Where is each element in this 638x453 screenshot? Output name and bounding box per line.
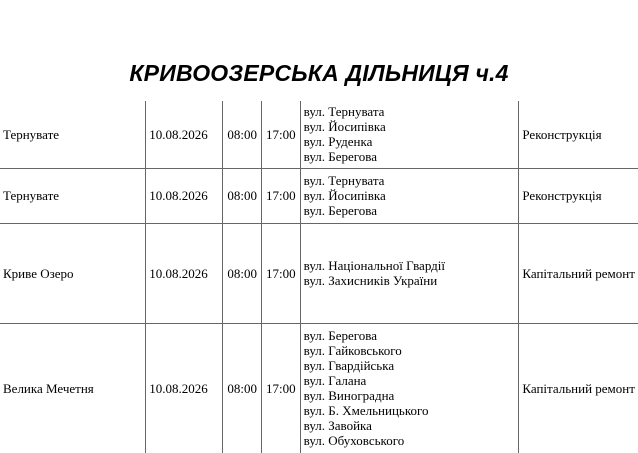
end-time-cell: 17:00 (262, 223, 301, 323)
date-cell: 10.08.2026 (146, 323, 223, 453)
end-time-cell: 17:00 (262, 101, 301, 168)
start-time-cell: 08:00 (223, 101, 262, 168)
street-item: вул. Б. Хмельницького (303, 403, 429, 419)
table-row (0, 101, 638, 168)
settlement-cell: Тернувате (0, 168, 146, 223)
start-time-cell: 08:00 (223, 323, 262, 453)
table-row (0, 223, 638, 323)
street-item: вул. Тернувата (303, 173, 385, 188)
street-item: вул. Виноградна (303, 388, 395, 404)
streets-cell (300, 168, 519, 223)
date-cell: 10.08.2026 (146, 101, 223, 168)
streets-cell (300, 223, 519, 323)
settlement-cell: Велика Мечетня (0, 323, 146, 453)
street-item: вул. Берегова (303, 149, 378, 165)
work-type-cell: Реконструкція (519, 168, 638, 223)
work-type-cell: Капітальний ремонт (519, 223, 638, 323)
street-item: вул. Завойка (303, 418, 372, 434)
table-row (0, 323, 638, 453)
street-item: вул. Обуховського (303, 433, 405, 449)
street-item: вул. Тернувата (303, 104, 385, 120)
work-type-cell: Реконструкція (519, 101, 638, 168)
end-time-cell: 17:00 (262, 168, 301, 223)
work-type-cell: Капітальний ремонт (522, 380, 635, 396)
street-item: вул. Гвардійська (303, 358, 395, 374)
street-item: вул. Йосипівка (303, 119, 386, 135)
settlement-cell: Криве Озеро (0, 223, 146, 323)
end-time-cell: 17:00 (262, 323, 301, 453)
outage-schedule-table (0, 101, 638, 453)
streets-cell (300, 323, 519, 453)
start-time-cell: 08:00 (223, 168, 262, 223)
settlement-cell: Тернувате (0, 101, 146, 168)
street-item: вул. Руденка (303, 134, 373, 150)
street-item: вул. Йосипівка (303, 188, 386, 203)
street-item: вул. Берегова (303, 328, 378, 344)
page-title: КРИВООЗЕРСЬКА ДІЛЬНИЦЯ ч.4 (129, 60, 509, 86)
street-item: вул. Національної Гвардії (303, 258, 445, 273)
date-cell: 10.08.2026 (146, 223, 223, 323)
street-item: вул. Берегова (303, 203, 378, 218)
table-row (0, 168, 638, 223)
street-item: вул. Галана (303, 373, 367, 389)
date-cell: 10.08.2026 (146, 168, 223, 223)
street-item: вул. Гайковського (303, 343, 402, 359)
street-item: вул. Захисників України (303, 273, 438, 288)
streets-cell (300, 101, 519, 168)
start-time-cell: 08:00 (223, 223, 262, 323)
